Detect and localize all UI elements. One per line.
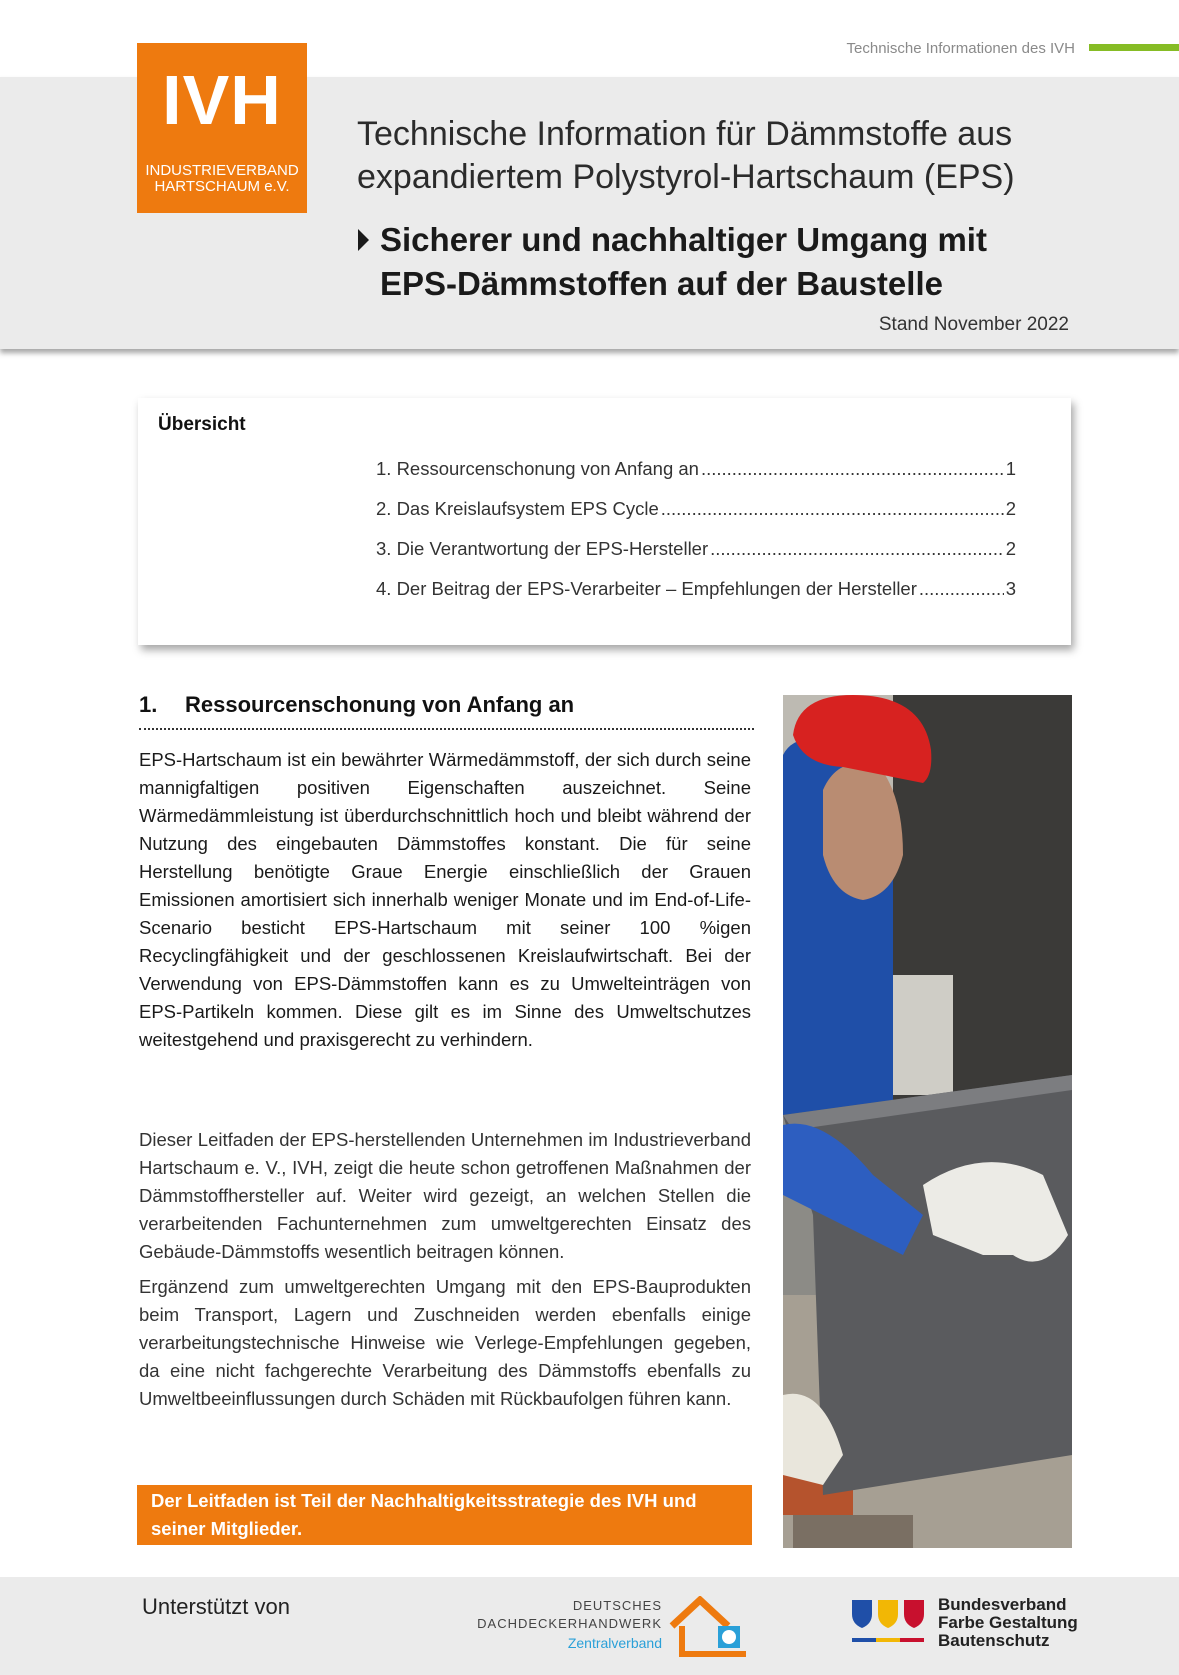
- logo-line-1: INDUSTRIEVERBAND: [145, 162, 299, 179]
- intro-paragraph: EPS-Hartschaum ist ein bewährter Wärmedämmstoff, der sich durch seine mannigfaltigen positiven Eigenschaften auszeichnet. Seine Wärmedämmleistung ist überdurchschnittlich hoch und bleibt während der Nutzung des eingebauten Dämmstoffes konstant. Die für seine Herstellung benötigte Graue Energie einschließlich der Grauen Emissionen amortisiert sich innerhalb weniger Monate und im End-of-Life-Scenario besticht EPS-Hartschaum mit seiner 100 %igen Recyclingfähigkeit und der geschlossenen Kreislaufwirtschaft. Bei der Verwendung von EPS-Dämmstoffen kann es zu Umwelteinträgen von EPS-Partikeln kommen. Diese gilt es im Sinne des Umweltschutzes weitestgehend und praxisgerecht zu verhindern.: [139, 749, 751, 1050]
- roof-house-icon: [668, 1596, 750, 1658]
- toc-item[interactable]: [376, 458, 1016, 498]
- toc-item[interactable]: [376, 498, 1016, 538]
- toc-item-page: 2: [1005, 498, 1016, 519]
- ivh-logo: [137, 43, 307, 213]
- toc-leader: [701, 458, 1004, 480]
- logo-subtitle: [141, 163, 303, 195]
- toc-item-page: 3: [1005, 578, 1016, 599]
- partner-2-line-2: Farbe Gestaltung: [938, 1613, 1078, 1632]
- worker-photo: [783, 695, 1072, 1548]
- toc-item[interactable]: [376, 538, 1016, 578]
- toc-item-page: 2: [1005, 538, 1016, 559]
- document-date: Stand November 2022: [878, 314, 1069, 335]
- subtitle-line-2: EPS-Dämmstoffen auf der Baustelle: [380, 265, 943, 302]
- toc-item-label: 2. Das Kreislaufsystem EPS Cycle: [376, 498, 659, 519]
- body-paragraph-2: Ergänzend zum umweltgerechten Umgang mit den EPS-Bauprodukten beim Transport, Lagern und Zuschneiden werden ebenfalls einige verarbeitungstechnische Hinweise wie Verlege-Empfehlungen gegeben, da eine nicht fachgerechte Verarbeitung des Dämmstoffs ebenfalls zu Umweltbeeinflussungen durch Schäden mit Rückbaufolgen führen kann.: [139, 1276, 751, 1409]
- running-header: Technische Informationen des IVH: [846, 40, 1075, 57]
- partner-2-name: [938, 1596, 1078, 1650]
- partner-logo-bundesverband[interactable]: [850, 1596, 1080, 1660]
- dotted-divider: [139, 728, 754, 730]
- toc-item-label: 3. Die Verantwortung der EPS-Hersteller: [376, 538, 709, 559]
- subtitle-line-1: Sicherer und nachhaltiger Umgang mit: [380, 221, 987, 258]
- accent-bar: [1089, 44, 1179, 51]
- toc-list: [376, 458, 1016, 618]
- partner-2-line-3: Bautenschutz: [938, 1631, 1050, 1650]
- supported-by-label: Unterstützt von: [142, 1594, 290, 1619]
- document-subtitle: [380, 218, 1100, 306]
- table-of-contents: [138, 398, 1071, 645]
- triangle-bullet-icon: [358, 229, 369, 251]
- section-title: Ressourcenschonung von Anfang an: [185, 692, 575, 717]
- toc-item-label: 4. Der Beitrag der EPS-Verarbeiter – Empfehlungen der Hersteller: [376, 578, 917, 599]
- callout-box: Der Leitfaden ist Teil der Nachhaltigkeitsstrategie des IVH und seiner Mitglieder.: [137, 1485, 752, 1545]
- partner-2-line-1: Bundesverband: [938, 1595, 1067, 1614]
- partner-logo-dachdeckerhandwerk[interactable]: [470, 1596, 750, 1658]
- partner-1-line-3: Zentralverband: [567, 1635, 662, 1651]
- shields-icon: [850, 1596, 930, 1656]
- section-number: 1.: [139, 692, 158, 717]
- section-heading: [139, 692, 754, 718]
- toc-title: Übersicht: [158, 414, 246, 435]
- worker-photo-illustration: [783, 695, 1072, 1548]
- toc-leader: [661, 498, 1004, 520]
- title-line-2: expandiertem Polystyrol-Hartschaum (EPS): [357, 158, 1015, 196]
- toc-leader: [919, 578, 1004, 600]
- title-line-1: Technische Information für Dämmstoffe aus: [357, 115, 1013, 153]
- toc-item[interactable]: [376, 578, 1016, 618]
- partner-1-line-2: DACHDECKERHANDWERK: [477, 1616, 662, 1631]
- body-paragraph-1: Dieser Leitfaden der EPS-herstellenden Unternehmen im Industrieverband Hartschaum e. V., IVH, zeigt die heute schon getroffenen Maßnahmen der Dämmstoffhersteller auf. Weiter wird gezeigt, an welchen Stellen die verarbeitenden Fachunternehmen zum umweltgerechten Einsatz des Gebäude-Dämmstoffs wesentlich beitragen können.: [139, 1129, 751, 1262]
- document-title: [357, 113, 1077, 199]
- toc-leader: [710, 538, 1004, 560]
- logo-line-2: HARTSCHAUM e.V.: [154, 178, 290, 195]
- toc-item-label: 1. Ressourcenschonung von Anfang an: [376, 458, 699, 479]
- logo-mark: IVH: [162, 61, 282, 139]
- partner-1-line-1: DEUTSCHES: [572, 1598, 662, 1613]
- toc-item-page: 1: [1005, 458, 1016, 479]
